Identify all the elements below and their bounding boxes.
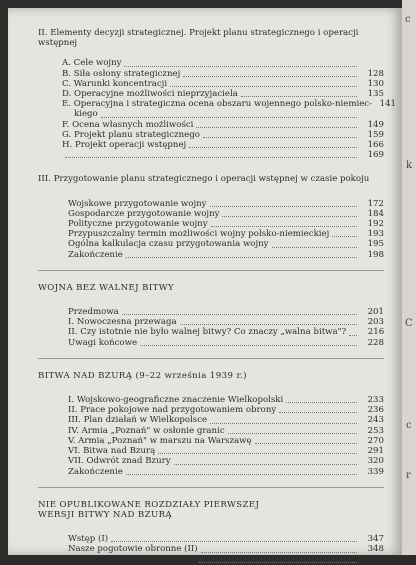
toc-entry: Plan osłony Wielkopolski (III) 352 bbox=[68, 554, 384, 565]
toc-entry: Przedmowa 201 bbox=[68, 307, 384, 318]
toc-entry: V. Armia „Poznań" w marszu na Warszawę 270 bbox=[68, 435, 384, 446]
facing-page-edge bbox=[402, 0, 416, 555]
section-title-battle-of-bzura: BITWA NAD BZURĄ (9–22 września 1939 r.) bbox=[38, 370, 247, 381]
toc-entry: E. Operacyjna i strategiczna ocena obszaru wojennego polsko-niemiec- 141 bbox=[62, 99, 397, 110]
toc-entry: IV. Armia „Poznań" w osłonie granic 253 bbox=[68, 425, 384, 436]
toc-entry: Przypuszczalny termin możliwości wojny polsko-niemieckiej 193 bbox=[68, 229, 384, 240]
toc-entry: Gospodarcze przygotowanie wojny 184 bbox=[68, 208, 384, 219]
table-of-contents bbox=[38, 28, 397, 565]
toc-entry: III. Plan działań w Wielkopolsce 243 bbox=[68, 415, 384, 426]
toc-entry: VII. Odwrót znad Bzury 320 bbox=[68, 456, 384, 467]
toc-entry: H. Projekt operacji wstępnej 166 bbox=[62, 140, 384, 151]
toc-entry: I. Nowoczesna przewaga 203 bbox=[68, 317, 384, 328]
edge-glyph: C bbox=[405, 318, 413, 329]
toc-entry: Zakończenie 198 bbox=[68, 249, 384, 260]
toc-entry: Nasze pogotowie obronne (II) 348 bbox=[68, 544, 384, 555]
book-page bbox=[8, 8, 402, 565]
toc-entry: C. Warunki koncentracji 130 bbox=[62, 78, 384, 89]
toc-entry: Polityczne przygotowanie wojny 192 bbox=[68, 219, 384, 230]
toc-entry: D. Operacyjne możliwości nieprzyjaciela 135 bbox=[62, 89, 384, 100]
toc-entry: 169 bbox=[38, 150, 384, 160]
toc-entry: B. Siła osłony strategicznej 128 bbox=[62, 68, 384, 79]
toc-entry: II. Czy istotnie nie było walnej bitwy? Co znaczy „walna bitwa"? 216 bbox=[68, 327, 385, 338]
edge-glyph: k bbox=[406, 160, 413, 171]
toc-entry: Ogólna kalkulacja czasu przygotowania wojny 195 bbox=[68, 239, 384, 250]
section-title-strategic-decision: II. Elementy decyzji strategicznej. Projekt planu strategicznego i operacji wstępnej bbox=[38, 28, 359, 49]
toc-entry: Wojskowe przygotowanie wojny 172 bbox=[68, 198, 384, 209]
edge-glyph: r bbox=[406, 470, 411, 481]
section-divider bbox=[38, 358, 384, 359]
toc-entry: VI. Bitwa nad Bzurą 291 bbox=[68, 446, 384, 457]
toc-entry: Zakończenie 339 bbox=[68, 466, 384, 477]
toc-entry: G. Projekt planu strategicznego 159 bbox=[62, 129, 384, 140]
toc-entry: A. Cele wojny bbox=[38, 58, 384, 68]
toc-entry-continuation: kiego bbox=[38, 109, 384, 119]
section-title-war-without-battle: WOJNA BEZ WALNEJ BITWY bbox=[38, 282, 175, 293]
edge-glyph: c bbox=[406, 420, 412, 431]
section-title-preparation: III. Przygotowanie planu strategicznego i operacji wstępnej w czasie pokoju bbox=[38, 174, 370, 185]
toc-entry: Wstęp (I) 347 bbox=[68, 534, 384, 545]
toc-entry: F. Ocena własnych możliwości 149 bbox=[62, 119, 384, 130]
section-divider bbox=[38, 487, 384, 488]
toc-entry: Uwagi końcowe 228 bbox=[68, 337, 384, 348]
edge-glyph: c bbox=[405, 14, 411, 25]
toc-entry: I. Wojskowo-geograficzne znaczenie Wielkopolski 233 bbox=[68, 395, 384, 406]
section-divider bbox=[38, 270, 384, 271]
toc-entry: II. Prace pokojowe nad przygotowaniem obrony 236 bbox=[68, 405, 384, 416]
section-title-unpublished-chapters: NIE OPUBLIKOWANE ROZDZIAŁY PIERWSZEJ WERSJI BITWY NAD BZURĄ bbox=[38, 499, 260, 520]
